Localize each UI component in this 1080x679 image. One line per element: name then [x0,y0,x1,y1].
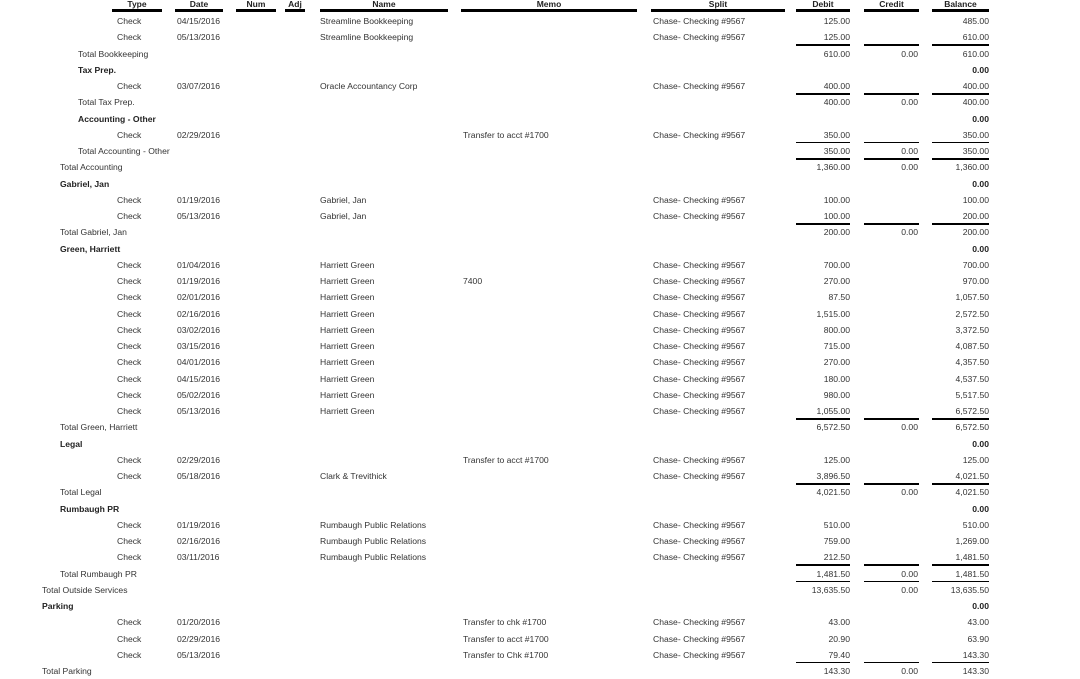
section-header-label: Legal [60,438,83,449]
split-cell: Chase- Checking #9567 [653,32,746,43]
transaction-row [0,404,1080,419]
type-cell: Check [117,357,142,368]
column-header-rule [651,9,785,12]
section-header-label: Tax Prep. [78,64,117,75]
balance-cell: 350.00 [962,146,989,156]
debit-cell: 200.00 [823,227,850,238]
date-cell: 04/15/2016 [177,373,221,384]
name-cell: Harriett Green [320,324,375,335]
total-label: Total Accounting - Other [78,146,170,156]
balance-cell: 610.00 [962,48,989,59]
split-cell: Chase- Checking #9567 [653,454,746,465]
debit-cell: 79.40 [828,649,850,660]
type-cell: Check [117,308,142,319]
type-cell: Check [117,324,142,335]
transaction-row [0,550,1080,565]
debit-cell: 125.00 [823,16,850,26]
memo-cell: Transfer to chk #1700 [463,617,547,628]
section-header-row [0,437,1080,452]
debit-cell: 350.00 [823,146,850,156]
debit-cell: 759.00 [823,536,850,546]
column-header-balance: Balance [944,0,977,9]
name-cell: Harriett Green [320,389,375,400]
balance-cell: 143.30 [962,666,989,676]
balance-cell: 1,481.50 [955,568,989,579]
memo-cell: Transfer to acct #1700 [463,633,549,644]
date-cell: 02/29/2016 [177,454,221,465]
balance-cell: 970.00 [962,276,989,286]
total-row [0,485,1080,500]
column-header-split: Split [708,0,728,9]
split-cell: Chase- Checking #9567 [653,519,746,530]
transaction-row [0,79,1080,94]
column-header-credit: Credit [879,0,904,9]
name-cell: Gabriel, Jan [320,194,367,205]
type-cell: Check [117,81,142,91]
debit-cell: 350.00 [823,129,850,140]
type-cell: Check [117,471,142,481]
debit-cell: 715.00 [823,341,850,351]
type-cell: Check [117,211,142,221]
balance-cell: 0.00 [972,503,989,514]
debit-cell: 1,481.50 [816,568,850,579]
balance-cell: 4,021.50 [955,471,989,481]
column-header-debit: Debit [812,0,834,9]
date-cell: 04/01/2016 [177,357,221,368]
date-cell: 05/13/2016 [177,406,221,416]
name-cell: Oracle Accountancy Corp [320,81,418,91]
date-cell: 01/20/2016 [177,617,221,628]
credit-cell: 0.00 [901,487,918,498]
type-cell: Check [117,536,142,546]
total-row [0,47,1080,62]
transaction-row [0,193,1080,208]
balance-cell: 4,537.50 [955,373,989,384]
transaction-row [0,30,1080,45]
type-cell: Check [117,406,142,416]
balance-cell: 6,572.50 [955,406,989,416]
split-cell: Chase- Checking #9567 [653,81,746,91]
type-cell: Check [117,649,142,660]
debit-cell: 125.00 [823,454,850,465]
debit-cell: 800.00 [823,324,850,335]
debit-cell: 610.00 [823,48,850,59]
date-cell: 05/13/2016 [177,649,221,660]
transaction-row [0,388,1080,403]
balance-cell: 100.00 [962,194,989,205]
type-cell: Check [117,276,142,286]
balance-cell: 510.00 [962,519,989,530]
memo-cell: 7400 [463,276,483,286]
balance-cell: 200.00 [962,211,989,221]
split-cell: Chase- Checking #9567 [653,406,746,416]
total-row [0,225,1080,240]
debit-cell: 4,021.50 [816,487,850,498]
type-cell: Check [117,16,142,26]
total-row [0,144,1080,159]
column-header-adj: Adj [288,0,302,9]
name-cell: Harriett Green [320,357,375,368]
debit-cell: 180.00 [823,373,850,384]
balance-cell: 0.00 [972,243,989,254]
debit-cell: 20.90 [828,633,850,644]
type-cell: Check [117,519,142,530]
type-cell: Check [117,341,142,351]
total-row [0,420,1080,435]
balance-cell: 1,269.00 [955,536,989,546]
debit-cell: 100.00 [823,211,850,221]
balance-cell: 400.00 [962,97,989,108]
credit-cell: 0.00 [901,666,918,676]
credit-cell: 0.00 [901,162,918,173]
balance-cell: 0.00 [972,64,989,75]
debit-cell: 1,055.00 [816,406,850,416]
section-header-label: Gabriel, Jan [60,178,110,189]
split-cell: Chase- Checking #9567 [653,471,746,481]
split-cell: Chase- Checking #9567 [653,16,746,26]
name-cell: Rumbaugh Public Relations [320,552,427,563]
column-header-rule [796,9,850,12]
transaction-row [0,323,1080,338]
total-label: Total Tax Prep. [78,97,135,108]
balance-cell: 4,087.50 [955,341,989,351]
debit-cell: 270.00 [823,357,850,368]
split-cell: Chase- Checking #9567 [653,389,746,400]
column-header-rule [175,9,223,12]
balance-cell: 5,517.50 [955,389,989,400]
debit-cell: 1,515.00 [816,308,850,319]
credit-cell: 0.00 [901,584,918,595]
date-cell: 05/13/2016 [177,32,221,43]
split-cell: Chase- Checking #9567 [653,617,746,628]
credit-cell: 0.00 [901,568,918,579]
debit-cell: 125.00 [823,32,850,43]
name-cell: Clark & Trevithick [320,471,387,481]
split-cell: Chase- Checking #9567 [653,649,746,660]
column-header-rule [932,9,989,12]
total-row [0,583,1080,598]
transaction-row [0,209,1080,224]
date-cell: 02/16/2016 [177,536,221,546]
balance-cell: 2,572.50 [955,308,989,319]
debit-cell: 700.00 [823,259,850,270]
balance-cell: 0.00 [972,178,989,189]
balance-cell: 63.90 [967,633,989,644]
debit-cell: 3,896.50 [816,471,850,481]
type-cell: Check [117,617,142,628]
split-cell: Chase- Checking #9567 [653,357,746,368]
total-row [0,664,1080,679]
split-cell: Chase- Checking #9567 [653,308,746,319]
transaction-row [0,372,1080,387]
total-label: Total Legal [60,487,102,498]
split-cell: Chase- Checking #9567 [653,276,746,286]
section-header-row [0,112,1080,127]
date-cell: 03/15/2016 [177,341,221,351]
section-header-label: Parking [42,601,74,611]
column-header-rule [285,9,305,12]
name-cell: Gabriel, Jan [320,211,367,221]
type-cell: Check [117,259,142,270]
total-label: Total Bookkeeping [78,48,149,59]
total-label: Total Parking [42,666,92,676]
date-cell: 03/07/2016 [177,81,221,91]
credit-cell: 0.00 [901,146,918,156]
transaction-row [0,274,1080,289]
balance-cell: 1,057.50 [955,292,989,303]
balance-cell: 1,360.00 [955,162,989,173]
transaction-row [0,632,1080,647]
split-cell: Chase- Checking #9567 [653,633,746,644]
split-cell: Chase- Checking #9567 [653,341,746,351]
name-cell: Streamline Bookkeeping [320,32,414,43]
transaction-row [0,534,1080,549]
balance-cell: 6,572.50 [955,422,989,433]
section-header-row [0,63,1080,78]
name-cell: Harriett Green [320,373,375,384]
balance-cell: 0.00 [972,601,989,611]
split-cell: Chase- Checking #9567 [653,373,746,384]
split-cell: Chase- Checking #9567 [653,211,746,221]
split-cell: Chase- Checking #9567 [653,194,746,205]
debit-cell: 100.00 [823,194,850,205]
date-cell: 05/02/2016 [177,389,221,400]
total-label: Total Rumbaugh PR [60,568,137,579]
split-cell: Chase- Checking #9567 [653,536,746,546]
balance-cell: 0.00 [972,438,989,449]
name-cell: Rumbaugh Public Relations [320,519,427,530]
date-cell: 03/11/2016 [177,552,220,563]
debit-cell: 510.00 [823,519,850,530]
date-cell: 05/13/2016 [177,211,221,221]
section-header-label: Green, Harriett [60,243,121,254]
name-cell: Harriett Green [320,259,375,270]
balance-cell: 3,372.50 [955,324,989,335]
date-cell: 02/01/2016 [177,292,221,303]
memo-cell: Transfer to Chk #1700 [463,649,549,660]
transaction-row [0,615,1080,630]
column-header-type: Type [127,0,147,9]
debit-cell: 212.50 [823,552,850,563]
balance-cell: 200.00 [962,227,989,238]
split-cell: Chase- Checking #9567 [653,324,746,335]
balance-cell: 400.00 [962,81,989,91]
date-cell: 01/04/2016 [177,259,221,270]
type-cell: Check [117,292,142,303]
balance-cell: 4,021.50 [955,487,989,498]
type-cell: Check [117,373,142,384]
transaction-row [0,128,1080,143]
balance-cell: 125.00 [962,454,989,465]
balance-cell: 143.30 [962,649,989,660]
debit-cell: 1,360.00 [816,162,850,173]
name-cell: Harriett Green [320,292,375,303]
debit-cell: 13,635.50 [811,584,850,595]
debit-cell: 400.00 [823,97,850,108]
split-cell: Chase- Checking #9567 [653,552,746,563]
transaction-row [0,258,1080,273]
date-cell: 01/19/2016 [177,276,221,286]
credit-cell: 0.00 [901,48,918,59]
debit-cell: 400.00 [823,81,850,91]
column-header-num: Num [246,0,266,9]
transaction-row [0,14,1080,29]
transaction-row [0,355,1080,370]
transaction-row [0,518,1080,533]
name-cell: Harriett Green [320,308,375,319]
name-cell: Harriett Green [320,406,375,416]
balance-cell: 0.00 [972,113,989,124]
total-label: Total Outside Services [42,584,128,595]
column-header-date: Date [189,0,209,9]
type-cell: Check [117,32,142,43]
date-cell: 04/15/2016 [177,16,221,26]
credit-cell: 0.00 [901,227,918,238]
column-header-rule [461,9,637,12]
type-cell: Check [117,454,142,465]
date-cell: 02/29/2016 [177,633,221,644]
balance-cell: 13,635.50 [950,584,989,595]
name-cell: Streamline Bookkeeping [320,16,414,26]
section-header-row [0,177,1080,192]
debit-cell: 143.30 [823,666,850,676]
column-header-rule [320,9,448,12]
memo-cell: Transfer to acct #1700 [463,454,549,465]
total-label: Total Gabriel, Jan [60,227,127,238]
type-cell: Check [117,389,142,400]
balance-cell: 485.00 [962,16,989,26]
total-row [0,567,1080,582]
section-header-row [0,502,1080,517]
total-label: Total Accounting [60,162,123,173]
transaction-row [0,648,1080,663]
date-cell: 01/19/2016 [177,194,221,205]
total-label: Total Green, Harriett [60,422,138,433]
date-cell: 02/29/2016 [177,129,221,140]
debit-cell: 270.00 [823,276,850,286]
transaction-row [0,453,1080,468]
split-cell: Chase- Checking #9567 [653,129,746,140]
section-header-row [0,599,1080,614]
credit-cell: 0.00 [901,422,918,433]
balance-cell: 43.00 [967,617,989,628]
transaction-row [0,339,1080,354]
type-cell: Check [117,129,142,140]
balance-cell: 700.00 [962,259,989,270]
transaction-row [0,469,1080,484]
type-cell: Check [117,633,142,644]
column-header-memo: Memo [536,0,562,9]
column-header-rule [112,9,162,12]
debit-cell: 980.00 [823,389,850,400]
name-cell: Harriett Green [320,276,375,286]
date-cell: 01/19/2016 [177,519,221,530]
total-row [0,160,1080,175]
transaction-row [0,307,1080,322]
date-cell: 05/18/2016 [177,471,221,481]
column-header-rule [236,9,276,12]
split-cell: Chase- Checking #9567 [653,259,746,270]
credit-cell: 0.00 [901,97,918,108]
name-cell: Rumbaugh Public Relations [320,536,427,546]
type-cell: Check [117,194,142,205]
debit-cell: 6,572.50 [816,422,850,433]
date-cell: 02/16/2016 [177,308,221,319]
date-cell: 03/02/2016 [177,324,221,335]
transaction-row [0,290,1080,305]
balance-cell: 1,481.50 [955,552,989,563]
debit-cell: 43.00 [828,617,850,628]
section-header-label: Rumbaugh PR [60,503,120,514]
balance-cell: 4,357.50 [955,357,989,368]
debit-cell: 87.50 [828,292,850,303]
balance-cell: 610.00 [962,32,989,43]
total-row [0,95,1080,110]
name-cell: Harriett Green [320,341,375,351]
column-header-name: Name [372,0,396,9]
memo-cell: Transfer to acct #1700 [463,129,549,140]
balance-cell: 350.00 [962,129,989,140]
section-header-label: Accounting - Other [78,113,156,124]
column-header-rule [864,9,919,12]
split-cell: Chase- Checking #9567 [653,292,746,303]
type-cell: Check [117,552,142,563]
section-header-row [0,242,1080,257]
